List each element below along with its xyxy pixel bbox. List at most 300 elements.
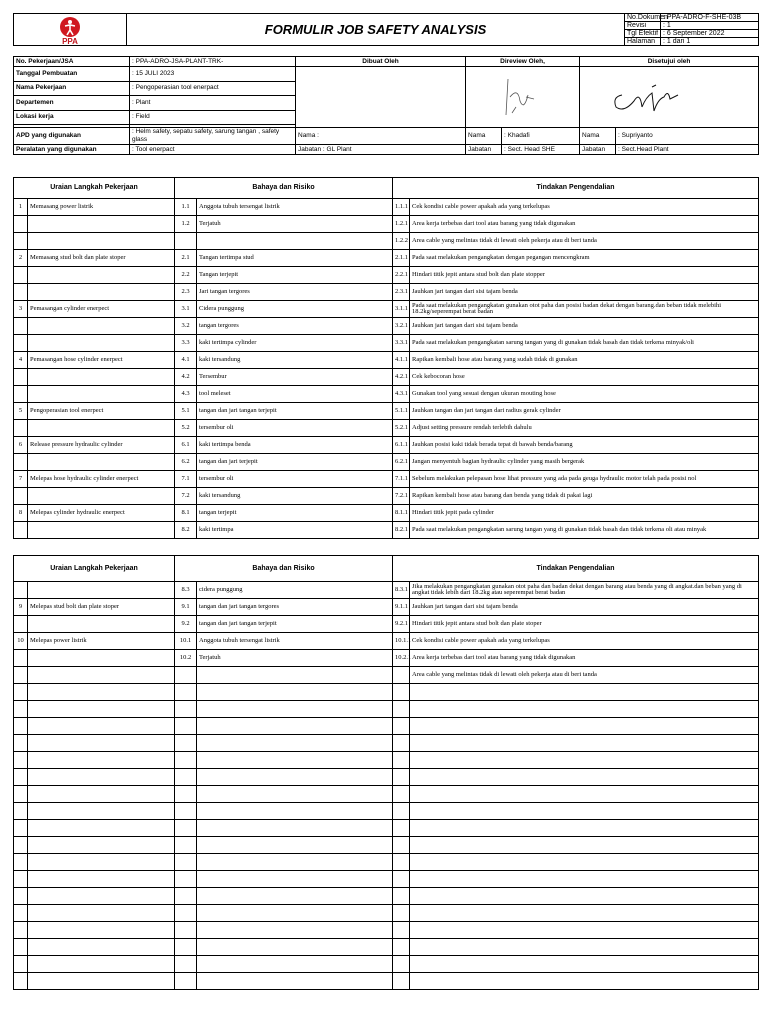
empty-cell (393, 956, 410, 973)
control-number: 5.2.1 (393, 420, 410, 437)
approval-signature-icon (582, 67, 757, 127)
empty-cell (197, 837, 393, 854)
empty-cell (393, 871, 410, 888)
hazard-text: kaki tersandung (197, 488, 393, 505)
empty-table-row (14, 803, 759, 820)
empty-cell (393, 888, 410, 905)
empty-cell (28, 735, 175, 752)
control-text: Cek kondisi cable power apakah ada yang terkelupas (410, 199, 759, 216)
empty-cell (410, 718, 759, 735)
empty-cell (28, 701, 175, 718)
hazard-text: tangan dan jari tangan terjepit (197, 616, 393, 633)
ppa-logo-icon (59, 16, 81, 38)
hazard-text: kaki tertimpa (197, 522, 393, 539)
step-text: Release pressure hydraulic cylinder (28, 437, 175, 454)
empty-cell (14, 786, 28, 803)
tanggal-value: : 15 JULI 2023 (130, 67, 296, 82)
empty-cell (175, 735, 197, 752)
empty-cell (28, 769, 175, 786)
peralatan-value: : Tool enerpact (130, 145, 296, 155)
empty-cell (28, 752, 175, 769)
hazard-number: 10.2 (175, 650, 197, 667)
empty-cell (410, 769, 759, 786)
hazard-number: 5.2 (175, 420, 197, 437)
empty-cell (410, 888, 759, 905)
empty-cell (393, 803, 410, 820)
row-number (14, 318, 28, 335)
hazard-text: tangan dan jari terjepit (197, 454, 393, 471)
hazard-number (175, 667, 197, 684)
row-number: 9 (14, 599, 28, 616)
empty-cell (197, 939, 393, 956)
empty-cell (14, 803, 28, 820)
empty-cell (175, 854, 197, 871)
table-row (14, 403, 759, 420)
row-number (14, 284, 28, 301)
hazard-text: Tangan terjepit (197, 267, 393, 284)
step-text (28, 667, 175, 684)
control-number: 4.2.1 (393, 369, 410, 386)
hazard-number: 5.1 (175, 403, 197, 420)
empty-cell (410, 735, 759, 752)
step-text: Pemasangan hose cylinder enerpect (28, 352, 175, 369)
empty-cell (175, 769, 197, 786)
doc-info-key: Tgl Efektif (625, 30, 661, 38)
table-row (14, 352, 759, 369)
row-number (14, 420, 28, 437)
hazard-text (197, 233, 393, 250)
empty-cell (410, 684, 759, 701)
empty-table-row (14, 956, 759, 973)
control-number: 1.2.1 (393, 216, 410, 233)
empty-cell (410, 939, 759, 956)
step-text (28, 522, 175, 539)
control-text: Area kerja terbebas dari tool atau barang yang tidak digunakan (410, 216, 759, 233)
review-nama-label: Nama (466, 128, 502, 145)
dibuat-oleh-heading: Dibuat Oleh (296, 57, 466, 67)
table-row (14, 199, 759, 216)
control-number: 2.3.1 (393, 284, 410, 301)
empty-cell (14, 820, 28, 837)
row-number: 1 (14, 199, 28, 216)
table-row (14, 471, 759, 488)
form-title: FORMULIR JOB SAFETY ANALYSIS (127, 14, 625, 46)
table-row (14, 233, 759, 250)
control-text: Jauhkan jari tangan dari sisi tajam benda (410, 599, 759, 616)
empty-table-row (14, 854, 759, 871)
empty-cell (410, 905, 759, 922)
control-text: Rapikan kembali hose atau barang yang sudah tidak di gunakan (410, 352, 759, 369)
empty-table-row (14, 701, 759, 718)
hazard-number: 3.2 (175, 318, 197, 335)
doc-info-value: : 1 dari 1 (661, 38, 759, 46)
empty-cell (14, 769, 28, 786)
empty-cell (197, 769, 393, 786)
step-text (28, 335, 175, 352)
table-row (14, 420, 759, 437)
empty-cell (28, 684, 175, 701)
step-text (28, 267, 175, 284)
empty-table-row (14, 973, 759, 990)
row-number (14, 454, 28, 471)
empty-cell (197, 922, 393, 939)
step-text: Melepas cylinder hydraulic enerpect (28, 505, 175, 522)
doc-info-value: : 6 September 2022 (661, 30, 759, 38)
doc-info-key: Revisi (625, 22, 661, 30)
empty-cell (175, 820, 197, 837)
table-row (14, 599, 759, 616)
empty-cell (393, 786, 410, 803)
empty-cell (197, 718, 393, 735)
empty-cell (28, 956, 175, 973)
control-text: Jangan menyentuh bagian hydraulic cylinder yang masih bergerak (410, 454, 759, 471)
table-row (14, 369, 759, 386)
row-number (14, 667, 28, 684)
review-signature-area (466, 67, 580, 128)
empty-cell (14, 837, 28, 854)
hazard-text: Terjatuh (197, 216, 393, 233)
departemen-value: : Plant (130, 96, 296, 111)
control-number: 2.2.1 (393, 267, 410, 284)
empty-cell (175, 752, 197, 769)
control-text: Rapikan kembali hose atau barang dan benda yang tidak di pakai lagi (410, 488, 759, 505)
control-text: Pada saat melakukan pengangkatan sarung tangan yang di gunakan tidak basah dan tidak terkena minyak/oli (410, 335, 759, 352)
empty-table-row (14, 769, 759, 786)
empty-cell (410, 752, 759, 769)
step-text (28, 369, 175, 386)
empty-cell (14, 752, 28, 769)
dibuat-signature-area (296, 67, 466, 128)
control-text: Hindari titik jepit antara stud bolt dan plate stopper (410, 267, 759, 284)
empty-cell (197, 871, 393, 888)
hazard-number: 9.1 (175, 599, 197, 616)
control-text: Hindari titik jepit pada cylinder (410, 505, 759, 522)
approval-nama-value: : Supriyanto (616, 128, 759, 145)
control-number: 3.1.1 (393, 301, 410, 318)
hazard-number: 4.1 (175, 352, 197, 369)
empty-cell (28, 718, 175, 735)
empty-cell (410, 803, 759, 820)
empty-cell (197, 684, 393, 701)
bahaya-column-header: Bahaya dan Risiko (175, 556, 393, 582)
step-text: Pengoperasian tool enerpect (28, 403, 175, 420)
table-row (14, 335, 759, 352)
row-number (14, 233, 28, 250)
row-number: 10 (14, 633, 28, 650)
step-text (28, 233, 175, 250)
peralatan-label: Peralatan yang digunakan (14, 145, 130, 155)
tindakan-column-header: Tindakan Pengendalian (393, 178, 759, 199)
empty-cell (393, 684, 410, 701)
empty-cell (14, 718, 28, 735)
control-text: Hindari titik jepit antara stud bolt dan plate stoper (410, 616, 759, 633)
hazard-text: Anggota tubuh tersengat listrik (197, 199, 393, 216)
lokasi-value: : Field (130, 110, 296, 125)
empty-cell (393, 735, 410, 752)
hazard-number: 2.3 (175, 284, 197, 301)
approval-jabatan-label: Jabatan (580, 145, 616, 155)
step-text: Pemasangan cylinder enerpect (28, 301, 175, 318)
control-text: Jika melakukan pengangkatan gunakan otot paha dan badan dekat dengan barang atau benda yang di angkat.dan beban yang di angkat tidak lebih dari 18.2kg atau seperempat berat badan (410, 582, 759, 599)
hazard-number: 8.2 (175, 522, 197, 539)
control-number: 5.1.1 (393, 403, 410, 420)
empty-cell (14, 888, 28, 905)
step-text (28, 616, 175, 633)
empty-cell (410, 820, 759, 837)
hazard-text: tangan tergores (197, 318, 393, 335)
empty-cell (175, 871, 197, 888)
tindakan-column-header: Tindakan Pengendalian (393, 556, 759, 582)
logo-text: PPA (62, 36, 78, 46)
empty-cell (28, 888, 175, 905)
hazard-text: kaki tertimpa cylinder (197, 335, 393, 352)
empty-cell (393, 973, 410, 990)
control-number: 2.1.1 (393, 250, 410, 267)
empty-cell (28, 820, 175, 837)
empty-cell (410, 786, 759, 803)
control-number: 8.3.1 (393, 582, 410, 599)
empty-cell (197, 888, 393, 905)
empty-cell (197, 803, 393, 820)
review-jabatan-value: : Sect. Head SHE (502, 145, 580, 155)
hazard-text: tangan dan jari tangan tergores (197, 599, 393, 616)
row-number (14, 369, 28, 386)
hazard-number: 10.1 (175, 633, 197, 650)
empty-cell (28, 837, 175, 854)
table-row (14, 505, 759, 522)
empty-cell (14, 735, 28, 752)
empty-cell (410, 837, 759, 854)
table-row (14, 650, 759, 667)
hazard-number: 8.3 (175, 582, 197, 599)
empty-cell (175, 956, 197, 973)
empty-cell (175, 973, 197, 990)
empty-cell (14, 684, 28, 701)
empty-cell (410, 973, 759, 990)
dibuat-nama-label: Nama : (296, 128, 466, 145)
table-row (14, 267, 759, 284)
control-text: Pada saat melakukan pengangkatan gunakan otot paha dan posisi badan dekat dengan barang.dan beban tidak melebihi 18.2kg/seperempat berat badan (410, 301, 759, 318)
hazard-text: tersembur oli (197, 420, 393, 437)
control-number: 4.1.1 (393, 352, 410, 369)
empty-cell (393, 905, 410, 922)
hazard-number: 9.2 (175, 616, 197, 633)
table-row (14, 667, 759, 684)
row-number: 8 (14, 505, 28, 522)
apd-label: APD yang digunakan (14, 128, 130, 145)
control-text: Jauhkan posisi kaki tidak berada tepat di bawah benda/barang (410, 437, 759, 454)
uraian-column-header: Uraian Langkah Pekerjaan (14, 178, 175, 199)
step-text (28, 454, 175, 471)
doc-info-value: : 1 (661, 22, 759, 30)
empty-cell (14, 956, 28, 973)
uraian-column-header: Uraian Langkah Pekerjaan (14, 556, 175, 582)
hazard-text (197, 667, 393, 684)
empty-cell (28, 803, 175, 820)
row-number (14, 582, 28, 599)
hazard-text: tool meleset (197, 386, 393, 403)
table-row (14, 386, 759, 403)
hazard-number: 1.1 (175, 199, 197, 216)
empty-cell (393, 922, 410, 939)
step-text (28, 318, 175, 335)
empty-cell (197, 905, 393, 922)
control-number: 8.2.1 (393, 522, 410, 539)
empty-cell (175, 922, 197, 939)
row-number (14, 216, 28, 233)
empty-cell (197, 786, 393, 803)
row-number (14, 386, 28, 403)
hazard-text: Terjatuh (197, 650, 393, 667)
table-row (14, 633, 759, 650)
apd-value: : Helm safety, sepatu safety, sarung tangan , safety glass (130, 128, 296, 145)
empty-cell (393, 939, 410, 956)
empty-cell (410, 956, 759, 973)
empty-table-row (14, 752, 759, 769)
nama-pekerjaan-label: Nama Pekerjaan (14, 81, 130, 96)
empty-cell (28, 922, 175, 939)
hazard-text: Anggota tubuh tersengat listrik (197, 633, 393, 650)
hazard-number: 3.3 (175, 335, 197, 352)
control-text: Adjust setting pressure rendah terlebih dahulu (410, 420, 759, 437)
lokasi-label: Lokasi kerja (14, 110, 130, 125)
empty-cell (175, 837, 197, 854)
nama-pekerjaan-value: : Pengoperasian tool enerpact (130, 81, 296, 96)
control-text: Pada saat melakukan pengangkatan sarung tangan yang di gunakan tidak basah dan tidak terkena oli atau minyak (410, 522, 759, 539)
empty-cell (175, 718, 197, 735)
empty-table-row (14, 871, 759, 888)
hazard-number: 4.2 (175, 369, 197, 386)
control-number (393, 667, 410, 684)
empty-cell (14, 905, 28, 922)
control-text: Jauhkan tangan dan jari tangan dari radius gerak cylinder (410, 403, 759, 420)
control-number: 10.1.1 (393, 633, 410, 650)
empty-table-row (14, 888, 759, 905)
control-text: Jauhkan jari tangan dari sisi tajam benda (410, 284, 759, 301)
hazard-number: 7.1 (175, 471, 197, 488)
control-number: 4.3.1 (393, 386, 410, 403)
row-number (14, 488, 28, 505)
control-text: Sebelum melakukan pelepasan hose lihat pressure yang ada pada geuga hydraulic motor telah pada posisi nol (410, 471, 759, 488)
control-number: 9.1.1 (393, 599, 410, 616)
row-number (14, 616, 28, 633)
jsa-table-page-2 (13, 555, 759, 990)
doc-info-key: No.Dokumen (625, 14, 661, 22)
empty-cell (28, 973, 175, 990)
control-number: 10.2.1 (393, 650, 410, 667)
empty-cell (28, 871, 175, 888)
empty-cell (28, 939, 175, 956)
empty-cell (14, 871, 28, 888)
step-text (28, 420, 175, 437)
empty-cell (197, 701, 393, 718)
control-number: 7.2.1 (393, 488, 410, 505)
jsa-table-page-1 (13, 177, 759, 539)
empty-cell (175, 786, 197, 803)
empty-table-row (14, 718, 759, 735)
empty-table-row (14, 939, 759, 956)
step-text: Melepas power listrik (28, 633, 175, 650)
direview-oleh-heading: Direview Oleh, (466, 57, 580, 67)
empty-cell (197, 854, 393, 871)
empty-cell (175, 905, 197, 922)
empty-cell (14, 701, 28, 718)
empty-table-row (14, 735, 759, 752)
empty-cell (197, 735, 393, 752)
table-row (14, 454, 759, 471)
control-number: 6.2.1 (393, 454, 410, 471)
hazard-text: kaki tertimpa benda (197, 437, 393, 454)
control-text: Gunakan tool yang sesuai dengan ukuran mouting hose (410, 386, 759, 403)
control-text: Jauhkan jari tangan dari sisi tajam benda (410, 318, 759, 335)
empty-table-row (14, 684, 759, 701)
table-row (14, 616, 759, 633)
empty-cell (175, 888, 197, 905)
empty-cell (410, 701, 759, 718)
control-number: 6.1.1 (393, 437, 410, 454)
company-logo (14, 14, 127, 46)
empty-cell (14, 922, 28, 939)
empty-cell (393, 718, 410, 735)
empty-table-row (14, 837, 759, 854)
hazard-number: 7.2 (175, 488, 197, 505)
empty-cell (175, 803, 197, 820)
control-number: 9.2.1 (393, 616, 410, 633)
empty-cell (410, 922, 759, 939)
table-row (14, 318, 759, 335)
row-number (14, 650, 28, 667)
empty-cell (410, 871, 759, 888)
step-text (28, 488, 175, 505)
table-row (14, 284, 759, 301)
empty-cell (175, 939, 197, 956)
empty-cell (393, 701, 410, 718)
step-text: Melepas stud bolt dan plate stoper (28, 599, 175, 616)
step-text: Memasang power listrik (28, 199, 175, 216)
row-number (14, 335, 28, 352)
approval-nama-label: Nama (580, 128, 616, 145)
control-number: 1.1.1 (393, 199, 410, 216)
hazard-number (175, 233, 197, 250)
step-text (28, 216, 175, 233)
review-nama-value: : Khadafi (502, 128, 580, 145)
empty-cell (28, 786, 175, 803)
row-number: 6 (14, 437, 28, 454)
empty-table-row (14, 786, 759, 803)
tanggal-label: Tanggal Pembuatan (14, 67, 130, 82)
hazard-text: cidera punggung (197, 582, 393, 599)
control-text: Cek kebocoran hose (410, 369, 759, 386)
empty-cell (393, 837, 410, 854)
form-header (13, 13, 759, 46)
step-text (28, 284, 175, 301)
row-number (14, 267, 28, 284)
review-signature-icon (468, 67, 578, 127)
table-row (14, 582, 759, 599)
hazard-text: kaki tersandung (197, 352, 393, 369)
empty-cell (197, 820, 393, 837)
empty-cell (197, 973, 393, 990)
step-text (28, 386, 175, 403)
empty-cell (28, 905, 175, 922)
hazard-number: 1.2 (175, 216, 197, 233)
control-text: Area cable yang melintas tidak di lewati oleh pekerja atau di beri tanda (410, 233, 759, 250)
row-number: 5 (14, 403, 28, 420)
hazard-number: 3.1 (175, 301, 197, 318)
row-number: 4 (14, 352, 28, 369)
hazard-text: Jari tangan tergores (197, 284, 393, 301)
step-text (28, 582, 175, 599)
